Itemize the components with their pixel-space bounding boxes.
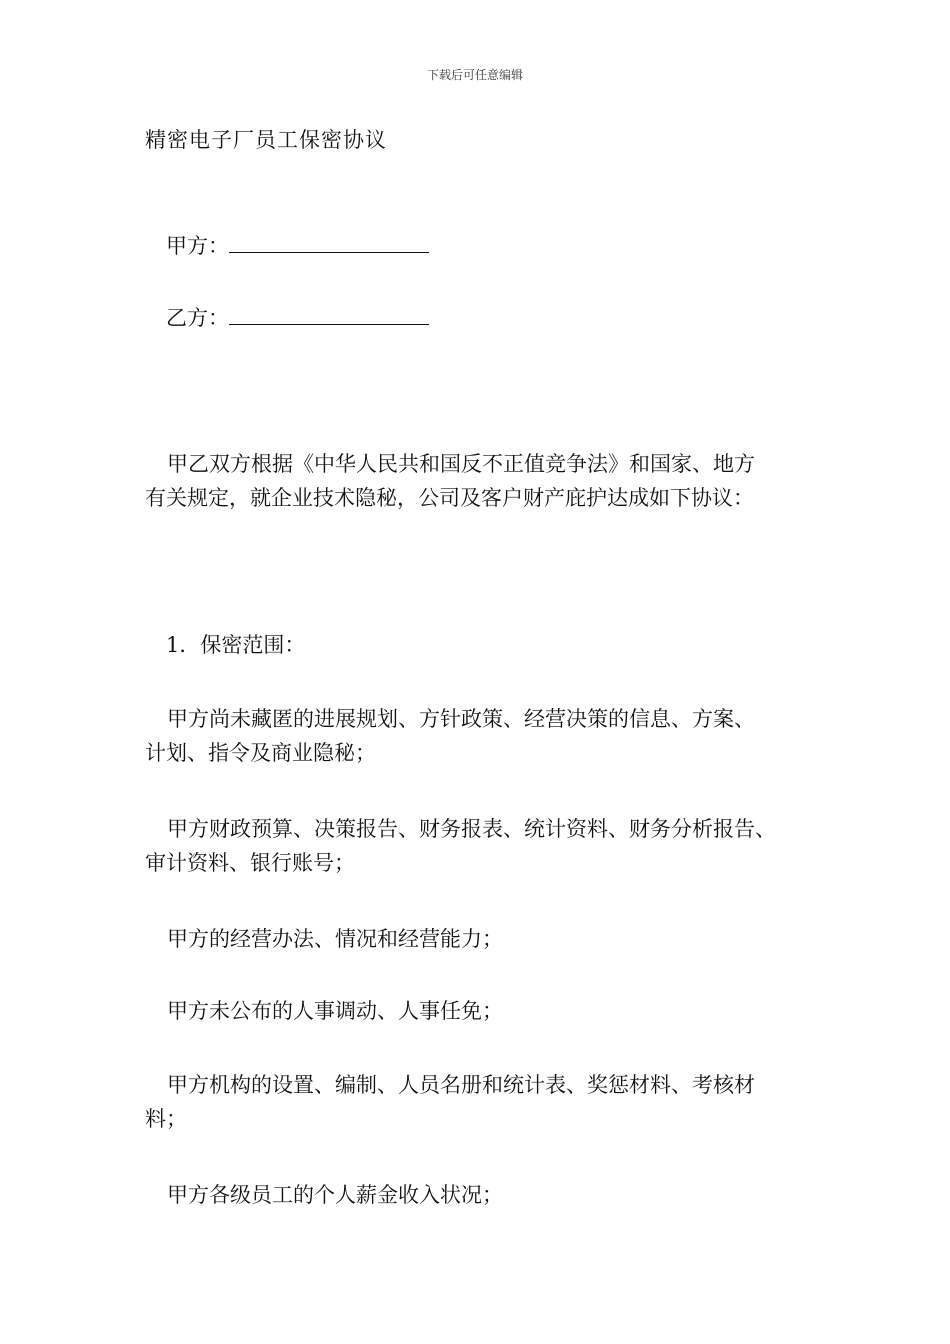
party-b-line <box>166 300 429 335</box>
header-note: 下载后可任意编辑 <box>426 68 523 82</box>
item-paragraph-6 <box>145 1178 835 1212</box>
item-6-line-1: 甲方各级员工的个人薪金收入状况； <box>167 1183 503 1207</box>
party-a-label: 甲方： <box>166 234 229 258</box>
item-paragraph-3 <box>145 922 835 956</box>
item-paragraph-2 <box>145 812 835 880</box>
document-title: 精密电子厂员工保密协议 <box>145 128 387 152</box>
item-1-line-2: 计划、指令及商业隐秘； <box>145 741 376 765</box>
party-a-line <box>166 228 429 263</box>
intro-paragraph <box>145 447 835 515</box>
item-5-line-2: 料； <box>145 1107 187 1131</box>
item-paragraph-5 <box>145 1068 835 1136</box>
item-2-line-2: 审计资料、银行账号； <box>145 851 355 875</box>
section-1-heading: 1．保密范围： <box>166 633 306 657</box>
party-b-label: 乙方： <box>166 306 229 330</box>
item-3-line-1: 甲方的经营办法、情况和经营能力； <box>167 927 503 951</box>
item-2-line-1: 甲方财政预算、决策报告、财务报表、统计资料、财务分析报告、 <box>167 817 776 841</box>
item-4-line-1: 甲方未公布的人事调动、人事任免； <box>167 999 503 1023</box>
item-paragraph-1 <box>145 702 835 770</box>
intro-line-1: 甲乙双方根据《中华人民共和国反不正值竞争法》和国家、地方 <box>167 452 755 476</box>
intro-line-2: 有关规定，就企业技术隐秘，公司及客户财产庇护达成如下协议： <box>145 486 754 510</box>
item-5-line-1: 甲方机构的设置、编制、人员名册和统计表、奖惩材料、考核材 <box>167 1073 755 1097</box>
party-b-blank <box>229 300 429 325</box>
item-paragraph-4 <box>145 994 835 1028</box>
item-1-line-1: 甲方尚未藏匿的进展规划、方针政策、经营决策的信息、方案、 <box>167 707 755 731</box>
party-a-blank <box>229 228 429 253</box>
